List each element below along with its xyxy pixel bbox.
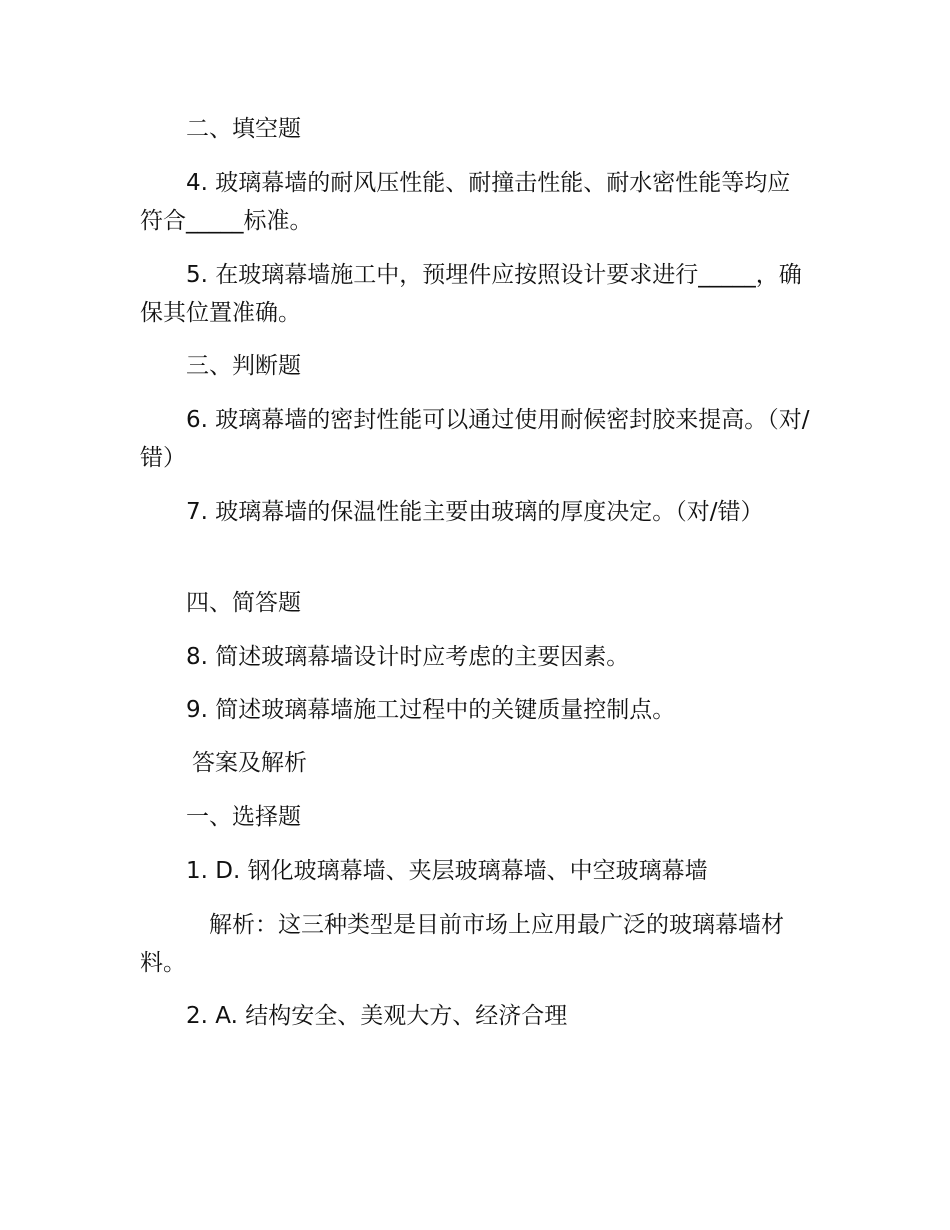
answer-1: 1. D. 钢化玻璃幕墙、夹层玻璃幕墙、中空玻璃幕墙 xyxy=(186,858,708,884)
section-heading-fill-in-blank: 二、填空题 xyxy=(186,116,301,142)
question-7: 7. 玻璃幕墙的保温性能主要由玻璃的厚度决定。（对/错） xyxy=(186,499,764,525)
answers-title: 答案及解析 xyxy=(192,750,307,776)
question-4: 4. 玻璃幕墙的耐风压性能、耐撞击性能、耐水密性能等均应符合_____标准。 xyxy=(140,170,791,234)
section-heading-multiple-choice: 一、选择题 xyxy=(186,804,301,830)
question-9: 9. 简述玻璃幕墙施工过程中的关键质量控制点。 xyxy=(186,697,676,723)
answer-2: 2. A. 结构安全、美观大方、经济合理 xyxy=(186,1003,568,1029)
answer-1-explanation: 解析：这三种类型是目前市场上应用最广泛的玻璃幕墙材料。 xyxy=(140,912,784,976)
question-8: 8. 简述玻璃幕墙设计时应考虑的主要因素。 xyxy=(186,644,630,670)
question-6: 6. 玻璃幕墙的密封性能可以通过使用耐候密封胶来提高。（对/错） xyxy=(140,407,810,471)
question-5: 5. 在玻璃幕墙施工中，预埋件应按照设计要求进行_____，确保其位置准确。 xyxy=(140,262,802,326)
section-heading-true-false: 三、判断题 xyxy=(186,353,301,379)
section-heading-short-answer: 四、简答题 xyxy=(186,590,301,616)
